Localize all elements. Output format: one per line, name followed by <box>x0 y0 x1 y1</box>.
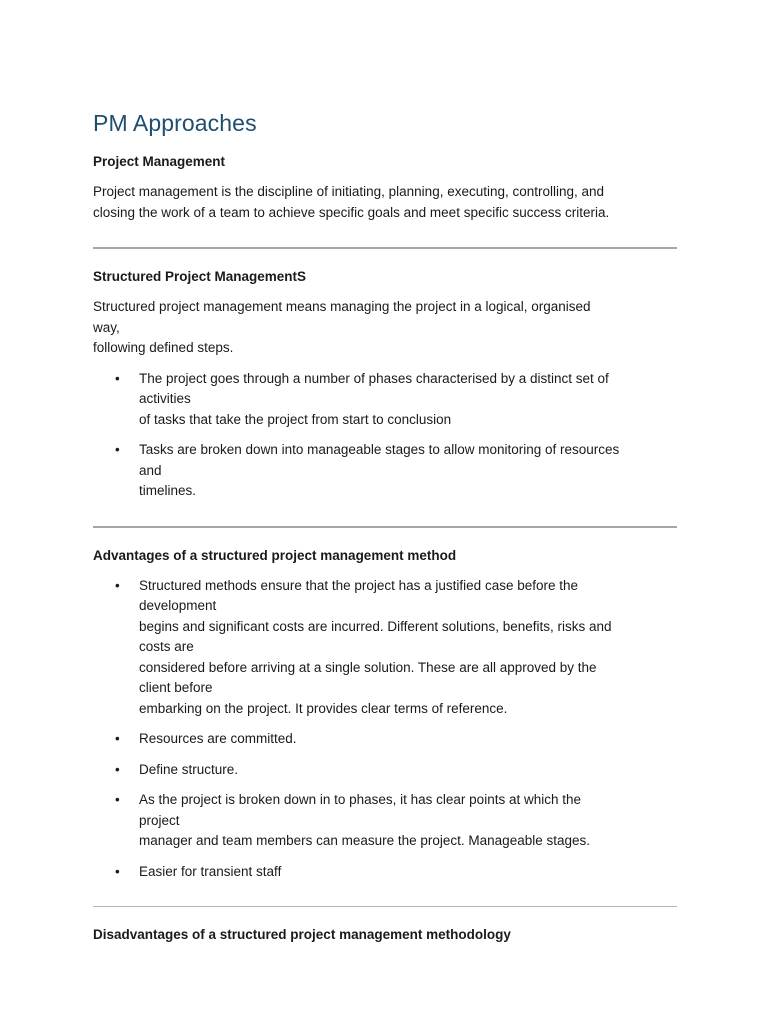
paragraph-project-management <box>93 182 677 223</box>
page-title: PM Approaches <box>93 110 257 136</box>
text-line: timelines. <box>139 483 197 498</box>
text-line: Structured project management means managing the project in a logical, organised <box>93 299 591 314</box>
bullet-list-advantages <box>93 576 677 883</box>
text-line: following defined steps. <box>93 340 234 355</box>
list-item <box>93 760 677 781</box>
text-line: embarking on the project. It provides clear terms of reference. <box>139 700 508 716</box>
list-item <box>93 369 677 431</box>
bullet-icon: • <box>115 370 120 386</box>
text-line: costs are <box>139 639 194 654</box>
text-line: As the project is broken down in to phases, it has clear points at which the <box>139 792 581 807</box>
text-line: way, <box>93 319 120 335</box>
text-line: closing the work of a team to achieve specific goals and meet specific success criteria. <box>93 204 610 220</box>
text-line: begins and significant costs are incurred. Different solutions, benefits, risks and <box>139 618 612 634</box>
text-line: The project goes through a number of phases characterised by a distinct set of <box>139 370 609 386</box>
text-line: of tasks that take the project from start to conclusion <box>139 411 452 427</box>
section-divider <box>93 526 677 528</box>
text-line: manager and team members can measure the project. Manageable stages. <box>139 833 590 848</box>
bullet-icon: • <box>115 792 120 807</box>
bullet-icon: • <box>115 442 120 457</box>
section-heading-structured-pm: Structured Project ManagementS <box>93 269 307 284</box>
list-item <box>93 862 677 883</box>
text-line: Easier for transient staff <box>139 863 282 879</box>
paragraph-structured-pm <box>93 297 677 359</box>
text-line: Project management is the discipline of initiating, planning, executing, controlling, and <box>93 184 605 199</box>
list-item <box>93 790 677 852</box>
list-item <box>93 576 677 720</box>
text-line: client before <box>139 680 213 695</box>
section-heading-disadvantages: Disadvantages of a structured project management methodology <box>93 927 511 942</box>
bullet-icon: • <box>115 863 120 879</box>
section-heading-project-management: Project Management <box>93 154 226 169</box>
list-item <box>93 729 677 750</box>
text-line: Structured methods ensure that the project has a justified case before the <box>139 577 579 593</box>
section-divider <box>93 906 677 907</box>
list-item <box>93 440 677 502</box>
bullet-icon: • <box>115 761 120 777</box>
text-line: Tasks are broken down into manageable stages to allow monitoring of resources <box>139 442 620 457</box>
text-line: Resources are committed. <box>139 731 297 746</box>
text-line: Define structure. <box>139 761 239 777</box>
section-divider <box>93 247 677 249</box>
text-line: development <box>139 598 217 613</box>
bullet-icon: • <box>115 731 120 746</box>
text-line: project <box>139 812 180 828</box>
bullet-icon: • <box>115 577 120 593</box>
text-line: and <box>139 462 162 478</box>
section-heading-advantages: Advantages of a structured project management method <box>93 547 457 563</box>
bullet-list-structured-pm <box>93 369 677 502</box>
text-line: activities <box>139 391 191 406</box>
text-line: considered before arriving at a single solution. These are all approved by the <box>139 659 597 675</box>
document-page <box>93 108 677 955</box>
